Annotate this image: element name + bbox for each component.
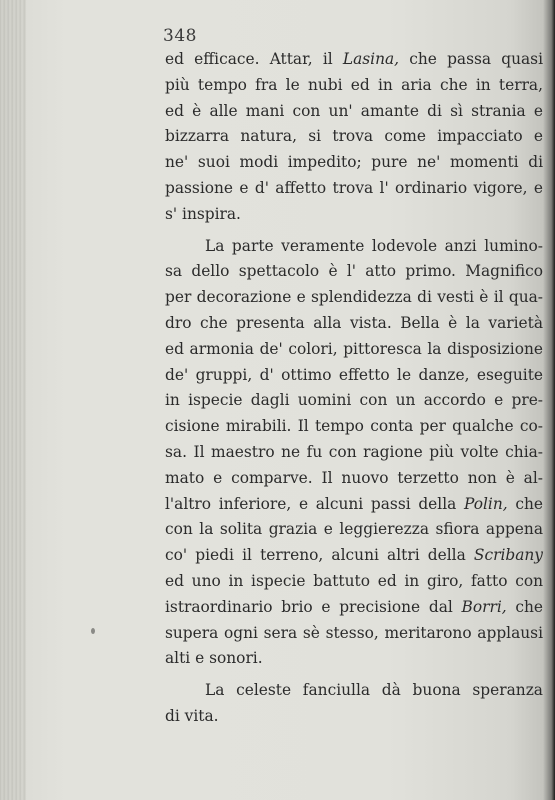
paragraph-p3 (165, 678, 543, 730)
text-run: cisione mirabili. Il tempo conta per qualche co- (165, 417, 543, 436)
text-line (165, 466, 543, 492)
text-run: che passa quasi (399, 50, 544, 68)
paragraph-p1 (165, 47, 543, 228)
text-run: per decorazione e splendidezza di vesti è il qua- (165, 288, 543, 307)
text-line (165, 99, 543, 125)
text-run: mato e comparve. Il nuovo terzetto non è al- (165, 468, 543, 487)
text-line (165, 176, 543, 202)
binding-gutter (0, 0, 26, 800)
text-line (165, 678, 543, 704)
text-line (165, 704, 543, 730)
text-line (165, 414, 543, 440)
italic-name: Borri, (461, 597, 507, 616)
text-line (165, 124, 543, 150)
text-line (165, 646, 543, 672)
text-run: ed armonia de' colori, pittoresca la disposizione (165, 339, 543, 358)
text-run: co' piedi il terreno, alcuni altri della (165, 546, 474, 565)
italic-name: Scribany (473, 546, 543, 565)
text-line (165, 337, 543, 363)
text-run: dro che presenta alla vista. Bella è la varietà (165, 313, 543, 332)
text-line (165, 517, 543, 543)
text-line (165, 150, 543, 176)
text-run: ed è alle mani con un' amante di sì strania e (165, 101, 543, 120)
text-line (165, 543, 543, 569)
text-line (165, 440, 543, 466)
italic-name: Lasina, (342, 50, 400, 68)
text-line (165, 47, 543, 73)
text-run: ed efficace. Attar, il (165, 50, 343, 68)
text-run: s' inspira. (165, 204, 241, 223)
text-run: istraordinario brio e precisione dal (165, 597, 462, 616)
text-line (165, 569, 543, 595)
text-line (165, 234, 543, 260)
body-text (165, 47, 543, 730)
text-run: in ispecie dagli uomini con un accordo e pre- (165, 391, 543, 410)
text-run: La celeste fanciulla dà buona speranza (205, 681, 543, 700)
text-line (165, 595, 543, 621)
text-line (165, 492, 543, 518)
text-run: che (506, 597, 543, 616)
paper-speck (91, 628, 95, 634)
text-line (165, 285, 543, 311)
text-run: alti e sonori. (165, 649, 263, 668)
text-run: che (507, 494, 543, 513)
text-run: passione e d' affetto trova l' ordinario vigore, e (165, 178, 543, 197)
text-line (165, 73, 543, 99)
text-line (165, 363, 543, 389)
page-edge-shadow (543, 0, 555, 800)
italic-name: Polin, (464, 494, 508, 513)
text-line (165, 311, 543, 337)
paragraph-p2 (165, 234, 543, 673)
text-line (165, 621, 543, 647)
text-run: l'altro inferiore, e alcuni passi della (165, 494, 464, 513)
text-run: supera ogni sera sè stesso, meritarono applausi (165, 623, 543, 642)
text-run: bizzarra natura, si trova come impacciato e (165, 127, 543, 146)
text-run: più tempo fra le nubi ed in aria che in terra, (165, 75, 543, 94)
text-run: sa dello spettacolo è l' atto primo. Magnifico (165, 262, 543, 281)
text-run: sa. Il maestro ne fu con ragione più volte chia- (165, 442, 543, 461)
text-run: ne' suoi modi impedito; pure ne' momenti di (165, 153, 543, 172)
text-run: La parte veramente lodevole anzi lumino- (205, 236, 543, 255)
text-run: ed uno in ispecie battuto ed in giro, fatto con (165, 571, 543, 590)
text-run: di vita. (165, 706, 219, 725)
text-line (165, 259, 543, 285)
text-run: de' gruppi, d' ottimo effetto le danze, eseguite (165, 365, 543, 384)
page-number: 348 (163, 26, 197, 46)
text-line (165, 388, 543, 414)
text-line (165, 202, 543, 228)
text-run: con la solita grazia e leggierezza sfiora appena (165, 520, 543, 539)
